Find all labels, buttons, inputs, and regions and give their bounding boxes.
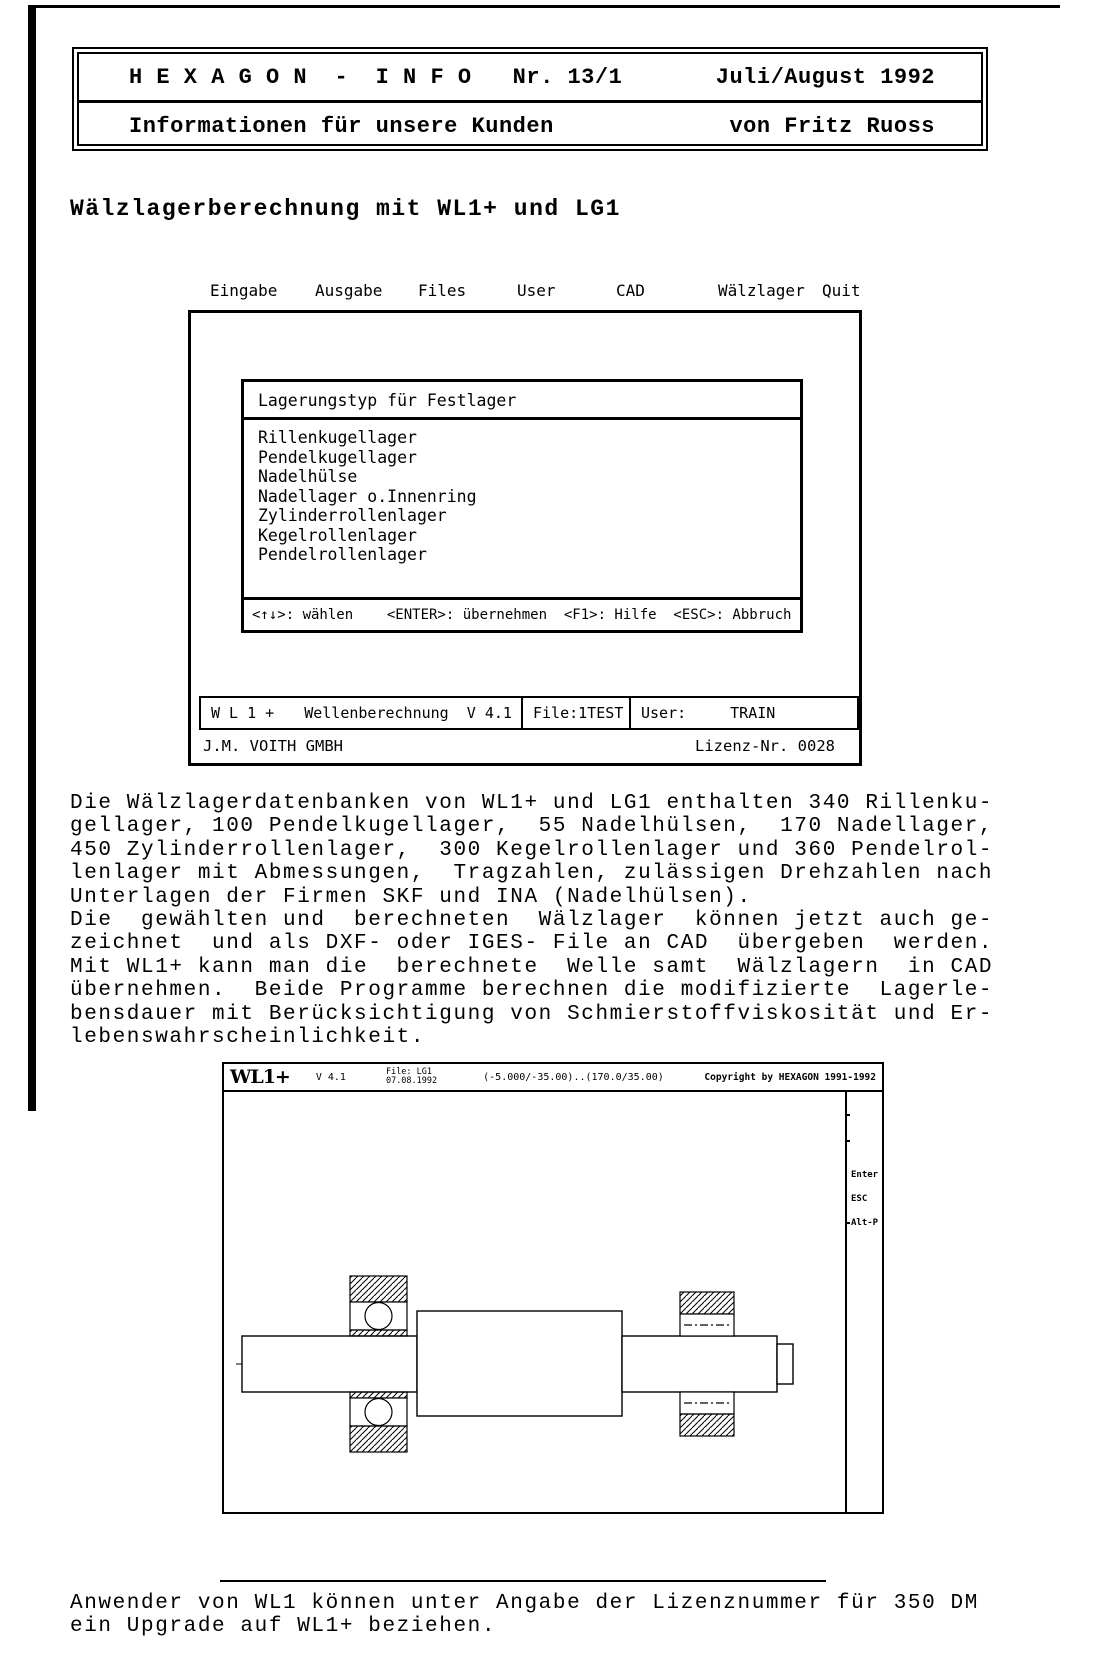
bearing-type-list bbox=[244, 420, 800, 573]
body-line: lebenswahrscheinlichkeit. bbox=[70, 1026, 426, 1050]
body-line: Die gewählten und berechneten Wälzlager können jetzt auch ge- bbox=[70, 909, 994, 933]
bottom-rule bbox=[220, 1580, 826, 1582]
key-hint-esc: ESC bbox=[851, 1194, 868, 1204]
module-name: Wellenberechnung V 4.1 bbox=[304, 704, 512, 722]
bearing-type-dialog bbox=[241, 379, 803, 633]
current-file: File:1TEST bbox=[533, 704, 624, 722]
left-margin-bar bbox=[28, 5, 36, 1111]
user-label: User: bbox=[641, 704, 687, 722]
body-line: Mit WL1+ kann man die berechnete Welle samt Wälzlagern in CAD bbox=[70, 955, 994, 979]
article-title: Wälzlagerberechnung mit WL1+ und LG1 bbox=[70, 196, 621, 222]
ruler-tick bbox=[845, 1114, 850, 1116]
dialog-key-hints: <↑↓>: wählen <ENTER>: übernehmen <F1>: Hilfe <ESC>: Abbruch bbox=[244, 597, 800, 630]
body-line: übernehmen. Beide Programme berechnen die modifizierte Lagerle- bbox=[70, 979, 994, 1003]
dialog-title: Lagerungstyp für Festlager bbox=[258, 391, 517, 410]
file-info bbox=[386, 1068, 437, 1086]
license-number: Lizenz-Nr. 0028 bbox=[695, 737, 835, 755]
file-name: File: LG1 bbox=[385, 1067, 433, 1077]
list-item-nadelhuelse[interactable]: Nadelhülse bbox=[258, 467, 358, 486]
wl1-drawing-window bbox=[222, 1062, 884, 1514]
list-item-zylinderrollenlager[interactable]: Zylinderrollenlager bbox=[258, 506, 447, 525]
masthead-inner-border bbox=[77, 52, 983, 146]
body-line: Unterlagen der Firmen SKF und INA (Nadelhülsen). bbox=[70, 885, 752, 909]
shaft-drawing bbox=[224, 1092, 843, 1510]
top-rule bbox=[28, 5, 1060, 8]
menu-item-waelzlager[interactable]: Wälzlager bbox=[718, 281, 805, 300]
license-bar bbox=[203, 737, 835, 755]
menu-item-cad[interactable]: CAD bbox=[616, 281, 645, 300]
key-hint-alt-p: Alt-P bbox=[851, 1218, 879, 1228]
body-line: gellager, 100 Pendelkugellager, 55 Nadelhülsen, 170 Nadellager, bbox=[70, 815, 994, 839]
key-hint-enter: Enter bbox=[851, 1170, 879, 1180]
masthead-author: von Fritz Ruoss bbox=[729, 113, 935, 139]
wl1-app-window bbox=[188, 310, 862, 766]
menu-item-eingabe[interactable]: Eingabe bbox=[210, 281, 278, 300]
masthead-subtitle: Informationen für unsere Kunden bbox=[129, 113, 554, 139]
body-line: Die Wälzlagerdatenbanken von WL1+ und LG1 enthalten 340 Rillenku- bbox=[70, 792, 994, 815]
list-item-pendelkugellager[interactable]: Pendelkugellager bbox=[258, 447, 417, 467]
body-line: lenlager mit Abmessungen, Tragzahlen, zulässigen Drehzahlen nach bbox=[70, 862, 994, 886]
menu-item-user[interactable]: User bbox=[517, 281, 556, 300]
company-name: J.M. VOITH GMBH bbox=[203, 737, 343, 755]
list-item-pendelrollenlager[interactable]: Pendelrollenlager bbox=[258, 545, 427, 564]
closing-line: Anwender von WL1 können unter Angabe der Lizenznummer für 350 DM bbox=[70, 1592, 979, 1615]
app-name: W L 1 + bbox=[211, 704, 275, 722]
closing-paragraph bbox=[70, 1592, 979, 1639]
list-item-kegelrollenlager[interactable]: Kegelrollenlager bbox=[258, 525, 417, 545]
user-value: TRAIN bbox=[730, 704, 776, 722]
closing-line: ein Upgrade auf WL1+ beziehen. bbox=[70, 1615, 497, 1639]
masthead-issue-date: Juli/August 1992 bbox=[715, 64, 935, 90]
coords-display: (-5.000/-35.00)..(170.0/35.00) bbox=[483, 1071, 664, 1083]
list-item-rillenkugellager[interactable]: Rillenkugellager bbox=[258, 428, 417, 447]
ruler-tick bbox=[845, 1140, 850, 1142]
list-item-nadellager[interactable]: Nadellager o.Innenring bbox=[258, 486, 477, 506]
menu-item-files[interactable]: Files bbox=[418, 281, 467, 300]
file-date: 07.08.1992 bbox=[385, 1076, 438, 1086]
body-line: bensdauer mit Berücksichtigung von Schmierstoffviskosität und Er- bbox=[70, 1002, 994, 1026]
statusbar-user-cell bbox=[629, 696, 859, 730]
statusbar-app-cell bbox=[199, 696, 531, 730]
body-line: 450 Zylinderrollenlager, 300 Kegelrollenlager und 360 Pendelrol- bbox=[70, 838, 994, 862]
shaft-drawing-svg bbox=[224, 1092, 843, 1510]
menu-bar bbox=[188, 281, 861, 305]
statusbar-file-cell bbox=[521, 696, 639, 730]
menu-item-quit[interactable]: Quit bbox=[822, 281, 861, 300]
wl1-logo: WL1+ bbox=[230, 1066, 290, 1088]
masthead-title: H E X A G O N - I N F O Nr. 13/1 bbox=[129, 64, 623, 90]
copyright-label: Copyright by HEXAGON 1991-1992 bbox=[704, 1071, 876, 1083]
masthead bbox=[72, 47, 988, 151]
drawing-titlebar bbox=[224, 1064, 882, 1092]
menu-item-ausgabe[interactable]: Ausgabe bbox=[315, 281, 383, 300]
version-label: V 4.1 bbox=[315, 1071, 346, 1083]
article-body bbox=[70, 792, 993, 1049]
body-line: zeichnet und als DXF- oder IGES- File an CAD übergeben werden. bbox=[70, 932, 994, 956]
drawing-sidebar bbox=[845, 1092, 882, 1512]
